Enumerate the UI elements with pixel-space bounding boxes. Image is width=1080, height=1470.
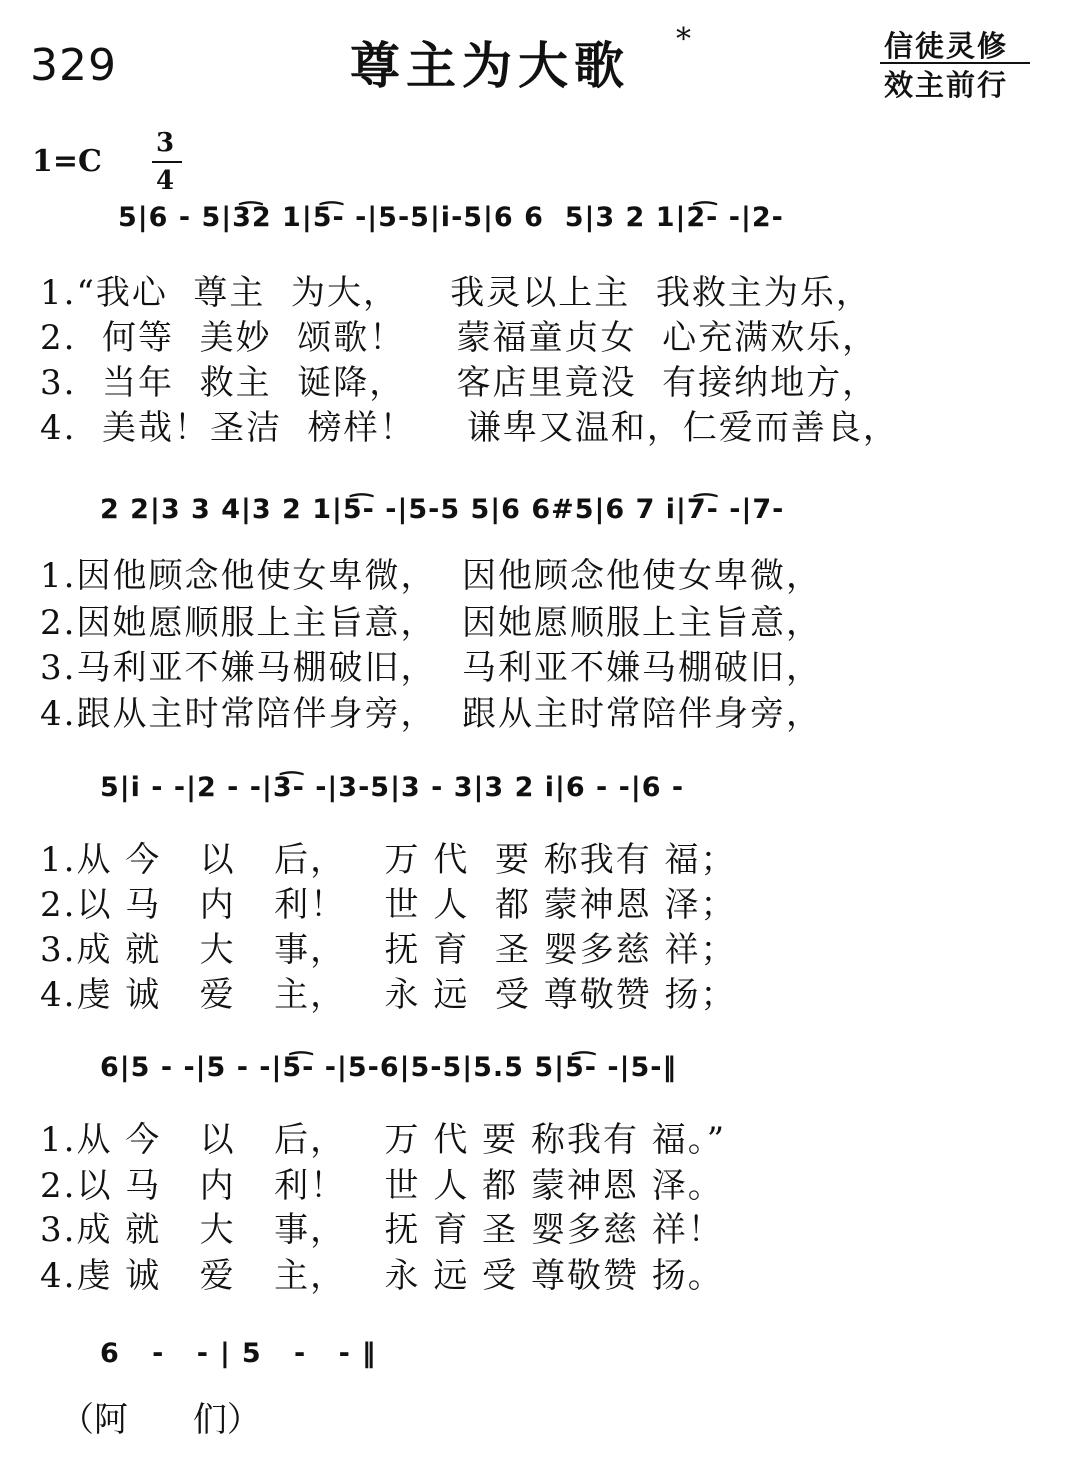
category-secondary: 效主前行 [884,68,1009,102]
notation-line-3: 5|i - -|2 - -|3͡- -|3-5|3 - 3|3 2 i|6 - -|6 - [100,772,685,803]
lyric-3-verse-3: 3.成 就 大 事， 抚 育 圣 婴多慈 祥； [40,930,737,970]
lyric-3-verse-2: 2.以 马 内 利！ 世 人 都 蒙神恩 泽； [40,885,737,925]
amen-lyric: （阿 们） [60,1400,261,1440]
time-signature-top: 3 [156,128,175,158]
lyric-2-verse-3: 3.马利亚不嫌马棚破旧， 马利亚不嫌马棚破旧， [40,648,823,688]
time-signature-bottom: 4 [156,166,175,196]
lyric-4-verse-2: 2.以 马 内 利！ 世 人 都 蒙神恩 泽。 [40,1166,724,1206]
category-primary: 信徒灵修 [884,29,1009,63]
lyric-1-verse-1: 1.“我心 尊主 为大， 我灵以上主 我救主为乐， [40,273,872,313]
lyric-2-verse-2: 2.因她愿顺服上主旨意， 因她愿顺服上主旨意， [40,603,823,643]
lyric-2-verse-1: 1.因他顾念他使女卑微， 因他顾念他使女卑微， [40,556,823,596]
lyric-1-verse-4: 4. 美哉！圣洁 榜样！ 谦卑又温和，仁爱而善良， [40,408,899,448]
hymn-title: 尊主为大歌 [350,37,630,95]
lyric-4-verse-3: 3.成 就 大 事， 抚 育 圣 婴多慈 祥！ [40,1210,724,1250]
lyric-3-verse-4: 4.虔 诚 爱 主， 永 远 受 尊敬赞 扬； [40,975,737,1015]
lyric-3-verse-1: 1.从 今 以 后， 万 代 要 称我有 福； [40,840,737,880]
notation-line-2: 2 2|3 3 4|3 2 1|5͡- -|5-5 5|6 6#5|6 7 i|7͡- -|7- [100,494,785,525]
lyric-1-verse-3: 3. 当年 救主 诞降， 客店里竟没 有接纳地方， [40,363,879,403]
title-footnote-mark: * [676,22,691,57]
lyric-4-verse-1: 1.从 今 以 后， 万 代 要 称我有 福。” [40,1120,727,1160]
time-signature-line [152,161,182,163]
notation-line-4: 6|5 - -|5 - -|5͡- -|5-6|5-5|5.5 5|5͡- -|5-‖ [100,1052,677,1083]
lyric-1-verse-2: 2. 何等 美妙 颂歌！ 蒙福童贞女 心充满欢乐， [40,318,879,358]
lyric-2-verse-4: 4.跟从主时常陪伴身旁， 跟从主时常陪伴身旁， [40,694,823,734]
notation-line-1: 5|6 - 5|3͡2 1|5͡- -|5-5|i-5|6 6 5|3 2 1|2͡- -|2- [118,202,784,233]
hymn-number: 329 [30,40,117,91]
lyric-4-verse-4: 4.虔 诚 爱 主， 永 远 受 尊敬赞 扬。 [40,1256,724,1296]
key-signature: 1=C [32,144,102,179]
amen-notation: 6 - -|5 - -‖ [100,1338,388,1369]
